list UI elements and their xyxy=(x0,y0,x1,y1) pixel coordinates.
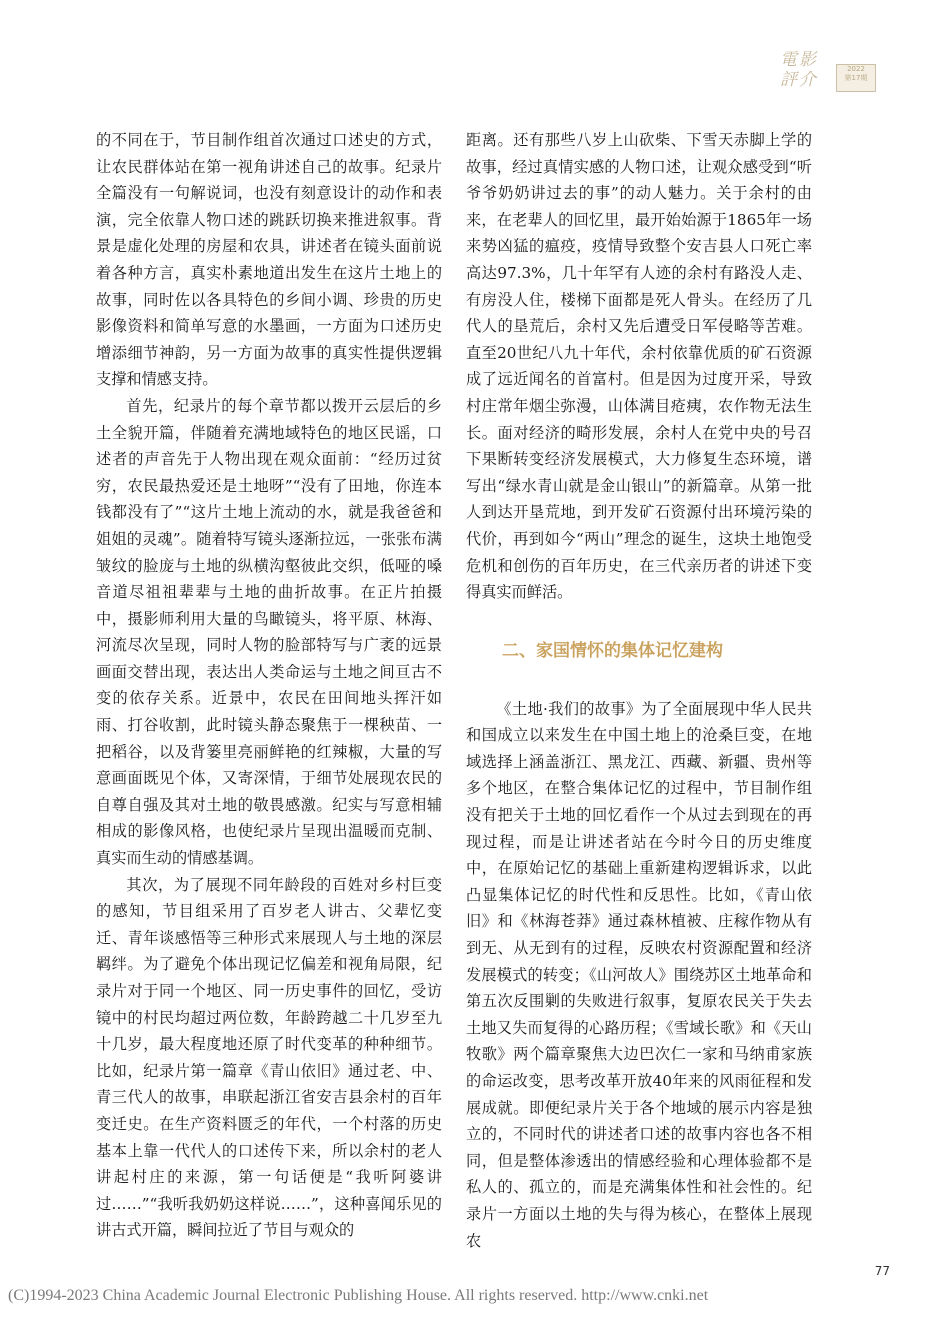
paragraph-continued: 的不同在于，节目制作组首次通过口述史的方式，让农民群体站在第一视角讲述自己的故事。纪录片全篇没有一句解说词，也没有刻意设计的动作和表演，完全依靠人物口述的跳跃切换来推进叙事。背景是虚化处理的房屋和农具，讲述者在镜头面前说着各种方言，真实朴素地道出发生在这片土地上的故事，同时佐以各具特色的乡间小调、珍贵的历史影像资料和简单写意的水墨画，一方面为口述历史增添细节神韵，另一方面为故事的真实性提供逻辑支撑和情感支持。 xyxy=(96,131,442,389)
left-column xyxy=(96,127,442,1244)
paragraph-second: 其次，为了展现不同年龄段的百姓对乡村巨变的感知，节目组采用了百岁老人讲古、父辈忆变迁、青年谈感悟等三种形式来展现人与土地的深层羁绊。为了避免个体出现记忆偏差和视角局限，纪录片对于同一个地区、同一历史事件的回忆，受访镜中的村民均超过两位数，年龄跨越二十几岁至九十几岁，最大程度地还原了时代变革的种种细节。比如，纪录片第一篇章《青山依旧》通过老、中、青三代人的故事，串联起浙江省安吉县余村的百年变迁史。在生产资料匮乏的年代，一个村落的历史基本上靠一代代人的口述传下来，所以余村的老人讲起村庄的来源，第一句话便是“我听阿婆讲过……”“我听我奶奶这样说……”，这种喜闻乐见的讲古式开篇，瞬间拉近了节目与观众的 xyxy=(96,875,442,1240)
journal-logo-text: 電影評介 xyxy=(780,50,818,90)
issue-number: 第17期 xyxy=(844,74,868,82)
paragraph-first: 首先，纪录片的每个章节都以拨开云层后的乡土全貌开篇，伴随着充满地域特色的地区民谣，口述者的声音先于人物出现在观众面前：“经历过贫穷，农民最热爱还是土地呀”“没有了田地，你连本钱都没有了”“这片土地上流动的水，就是我爸爸和姐姐的灵魂”。随着特写镜头逐渐拉远，一张张布满皱纹的脸庞与土地的纵横沟壑彼此交织，低哑的嗓音道尽祖祖辈辈与土地的曲折故事。在正片拍摄中，摄影师利用大量的鸟瞰镜头，将平原、林海、河流尽次呈现，同时人物的脸部特写与广袤的远景画面交替出现，表达出人类命运与土地之间亘古不变的依存关系。近景中，农民在田间地头挥汗如雨、打谷收割，此时镜头静态聚焦于一棵秧苗、一把稻谷，以及背篓里亮丽鲜艳的红辣椒，大量的写意画面既见个体，又寄深情，于细节处展现农民的自尊自强及其对土地的敬畏感激。纪实与写意相辅相成的影像风格，也使纪录片呈现出温暖而克制、真实而生动的情感基调。 xyxy=(96,396,442,868)
paragraph-continued-right: 距离。还有那些八岁上山砍柴、下雪天赤脚上学的故事，经过真情实感的人物口述，让观众感受到“听爷爷奶奶讲过去的事”的动人魅力。关于余村的由来，在老辈人的回忆里，最开始始源于1865年一场来势凶猛的瘟疫，疫情导致整个安吉县人口死亡率高达97.3%，几十年罕有人迹的余村有路没人走、有房没人住，楼梯下面都是死人骨头。在经历了几代人的垦荒后，余村又先后遭受日军侵略等苦难。直至20世纪八九十年代，余村依靠优质的矿石资源成了远近闻名的首富村。但是因为过度开采，导致村庄常年烟尘弥漫，山体满目疮痍，农作物无法生长。面对经济的畸形发展，余村人在党中央的号召下果断转变经济发展模式，大力修复生态环境，谱写出“绿水青山就是金山银山”的新篇章。从第一批人到达开垦荒地，到开发矿石资源付出环境污染的代价，再到如今“两山”理念的诞生，这块土地饱受危机和创伤的百年历史，在三代亲历者的讲述下变得真实而鲜活。 xyxy=(466,131,812,602)
journal-logo xyxy=(780,50,876,96)
journal-issue-badge xyxy=(836,64,876,92)
paragraph-section-two: 《土地·我们的故事》为了全面展现中华人民共和国成立以来发生在中国土地上的沧桑巨变，在地域选择上涵盖浙江、黑龙江、西藏、新疆、贵州等多个地区，在整合集体记忆的过程中，节目制作组没有把关于土地的回忆看作一个从过去到现在的再现过程，而是让讲述者站在今时今日的历史维度中，在原始记忆的基础上重新建构逻辑诉求，以此凸显集体记忆的时代性和反思性。比如，《青山依旧》和《林海苍莽》通过森林植被、庄稼作物从有到无、从无到有的过程，反映农村资源配置和经济发展模式的转变；《山河故人》围绕苏区土地革命和第五次反围剿的失败进行叙事，复原农民关于失去土地又失而复得的心路历程；《雪域长歌》和《天山牧歌》两个篇章聚焦大边巴次仁一家和马纳甫家族的命运改变，思考改革开放40年来的风雨征程和发展成就。即便纪录片关于各个地域的展示内容是独立的，不同时代的讲述者口述的故事内容也各不相同，但是整体渗透出的情感经验和心理体验都不是私人的、孤立的，而是充满集体性和社会性的。纪录片一方面以土地的失与得为核心，在整体上展现农 xyxy=(466,699,812,1250)
right-column xyxy=(466,127,812,1254)
section-heading: 二、家国情怀的集体记忆建构 xyxy=(502,640,723,661)
page-number: 77 xyxy=(874,1264,890,1278)
issue-year: 2022 xyxy=(847,65,865,73)
copyright-footer: (C)1994-2023 China Academic Journal Electronic Publishing House. All rights reserved. http://www.cnki.net xyxy=(8,1287,709,1304)
